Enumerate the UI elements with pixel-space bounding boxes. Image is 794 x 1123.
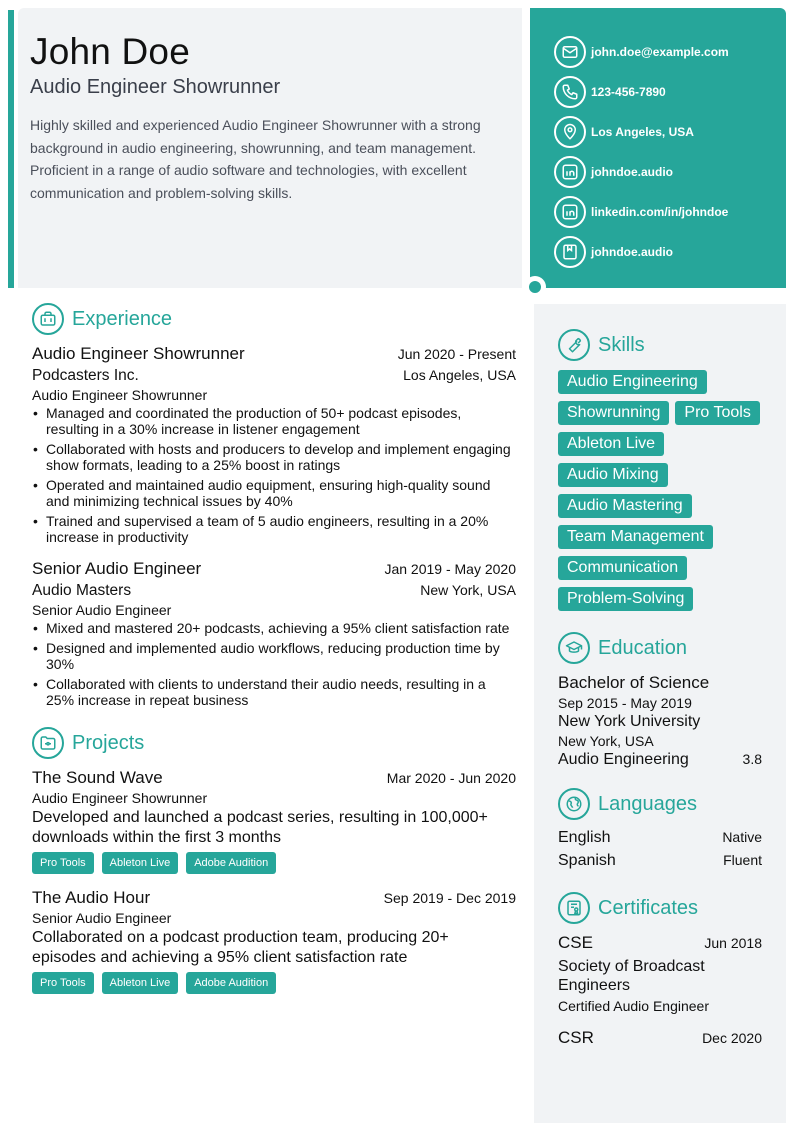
education-field: Audio Engineering (558, 751, 689, 768)
project-tags (32, 852, 516, 874)
education-heading (558, 629, 762, 667)
language-level: Native (722, 829, 762, 845)
job-role: Senior Audio Engineer (32, 602, 172, 618)
project-title: The Sound Wave (32, 768, 163, 787)
summary-text: Highly skilled and experienced Audio Engineer Showrunner with a strong background in audio engineering, showrunning, and team management. Proficient in a range of audio software and technologies, with excellent communication and problem-solving skills. (30, 117, 481, 201)
graduation-cap-icon (558, 632, 590, 664)
skills-list (558, 370, 768, 611)
contact-email[interactable] (554, 32, 786, 72)
skills-title: Skills (598, 333, 645, 356)
project-tag: Pro Tools (32, 852, 94, 874)
certificate-name: CSR (558, 1028, 594, 1047)
certificates-title: Certificates (598, 896, 699, 919)
phone-icon (554, 76, 586, 108)
project-description: Collaborated on a podcast production team, producing 20+ episodes and achieving a 95% client satisfaction rate (32, 929, 449, 966)
certificate-date: Jun 2018 (704, 935, 762, 951)
side-column (534, 304, 786, 1123)
job-location: Los Angeles, USA (403, 367, 516, 383)
languages-list (558, 829, 762, 875)
experience-title: Experience (72, 307, 173, 330)
certificate-entry (558, 1028, 762, 1048)
projects-title: Projects (72, 731, 145, 754)
bullet-item: • Operated and maintained audio equipment, ensuring high-quality sound and minimizing technical issues by 40% (32, 477, 516, 509)
contact-profile-text: johndoe.audio (591, 165, 673, 179)
language-row (558, 852, 762, 875)
main-column (32, 300, 516, 994)
bullet-item: • Trained and supervised a team of 5 audio engineers, resulting in a 20% increase in productivity (32, 513, 516, 545)
wrench-icon (558, 329, 590, 361)
certificate-title: Certified Audio Engineer (558, 998, 709, 1014)
skill-chip: Ableton Live (558, 432, 664, 456)
bullet-item: • Managed and coordinated the production of 50+ podcast episodes, resulting in a 30% increase in listener engagement (32, 405, 516, 437)
contact-phone[interactable] (554, 72, 786, 112)
job-company: Podcasters Inc. (32, 367, 139, 384)
job-entry (32, 344, 516, 545)
skill-chip: Audio Engineering (558, 370, 707, 394)
globe-icon (558, 788, 590, 820)
project-role: Senior Audio Engineer (32, 910, 172, 926)
certificate-icon (558, 892, 590, 924)
contact-linkedin[interactable] (554, 192, 786, 232)
project-tag: Pro Tools (32, 972, 94, 994)
skill-chip: Audio Mastering (558, 494, 692, 518)
bookmark-icon (554, 236, 586, 268)
project-tags (32, 972, 516, 994)
briefcase-icon (32, 303, 64, 335)
contact-phone-text: 123-456-7890 (591, 85, 666, 99)
job-bullets (32, 620, 516, 708)
mail-icon (554, 36, 586, 68)
header-accent-bar (8, 10, 14, 288)
job-location: New York, USA (420, 582, 516, 598)
candidate-title: Audio Engineer Showrunner (30, 76, 281, 98)
job-date: Jan 2019 - May 2020 (384, 561, 516, 577)
contact-profile[interactable] (554, 152, 786, 192)
language-name: English (558, 829, 611, 846)
job-title: Audio Engineer Showrunner (32, 344, 245, 363)
header-panel (18, 8, 522, 288)
languages-title: Languages (598, 792, 697, 815)
skill-chip: Team Management (558, 525, 713, 549)
project-entry (32, 768, 516, 874)
project-date: Mar 2020 - Jun 2020 (386, 770, 516, 786)
linkedin-icon (554, 156, 586, 188)
contact-location-text: Los Angeles, USA (591, 125, 694, 139)
skill-chip: Problem-Solving (558, 587, 693, 611)
skill-chip: Showrunning (558, 401, 669, 425)
certificate-name: CSE (558, 933, 593, 952)
job-date: Jun 2020 - Present (397, 346, 516, 362)
languages-heading (558, 785, 762, 823)
job-entry (32, 559, 516, 708)
contact-website[interactable] (554, 232, 786, 272)
skill-chip: Pro Tools (675, 401, 759, 425)
project-tag: Ableton Live (102, 972, 179, 994)
certificate-issuer: Society of Broadcast Engineers (558, 958, 705, 994)
education-school: New York University (558, 713, 701, 730)
project-role: Audio Engineer Showrunner (32, 790, 208, 806)
linkedin-icon (554, 196, 586, 228)
map-pin-icon (554, 116, 586, 148)
language-row (558, 829, 762, 852)
contact-email-text: john.doe@example.com (591, 45, 729, 59)
contact-location (554, 112, 786, 152)
project-date: Sep 2019 - Dec 2019 (383, 890, 516, 906)
skill-chip: Communication (558, 556, 687, 580)
contact-linkedin-text: linkedin.com/in/johndoe (591, 205, 729, 219)
language-name: Spanish (558, 852, 616, 869)
bullet-item: • Collaborated with hosts and producers to develop and implement engaging show formats, leading to a 25% boost in ratings (32, 441, 516, 473)
certificate-date: Dec 2020 (702, 1030, 762, 1046)
project-entry (32, 888, 516, 994)
education-degree: Bachelor of Science (558, 673, 710, 692)
skill-chip: Audio Mixing (558, 463, 668, 487)
project-tag: Adobe Audition (186, 852, 276, 874)
language-level: Fluent (723, 852, 762, 868)
header-divider-dot (524, 276, 546, 298)
projects-heading (32, 724, 516, 762)
contact-panel (530, 8, 786, 288)
certificate-entry (558, 933, 762, 1014)
certificates-heading (558, 889, 762, 927)
job-title: Senior Audio Engineer (32, 559, 202, 578)
education-title: Education (598, 636, 687, 659)
project-description: Developed and launched a podcast series, resulting in 100,000+ downloads within the first 3 months (32, 809, 488, 846)
education-entry (558, 673, 762, 769)
job-bullets (32, 405, 516, 545)
bullet-item: • Mixed and mastered 20+ podcasts, achieving a 95% client satisfaction rate (32, 620, 516, 636)
skills-heading (558, 326, 762, 364)
job-company: Audio Masters (32, 582, 132, 599)
project-tag: Adobe Audition (186, 972, 276, 994)
bullet-item: • Designed and implemented audio workflows, reducing production time by 30% (32, 640, 516, 672)
experience-heading (32, 300, 516, 338)
candidate-name: John Doe (30, 31, 190, 72)
bullet-item: • Collaborated with clients to understand their audio needs, resulting in a 25% increase in repeat business (32, 676, 516, 708)
education-dates: Sep 2015 - May 2019 (558, 695, 692, 711)
education-gpa: 3.8 (742, 751, 762, 767)
job-role: Audio Engineer Showrunner (32, 387, 208, 403)
project-tag: Ableton Live (102, 852, 179, 874)
education-location: New York, USA (558, 733, 654, 749)
folder-icon (32, 727, 64, 759)
project-title: The Audio Hour (32, 888, 151, 907)
contact-website-text: johndoe.audio (591, 245, 673, 259)
